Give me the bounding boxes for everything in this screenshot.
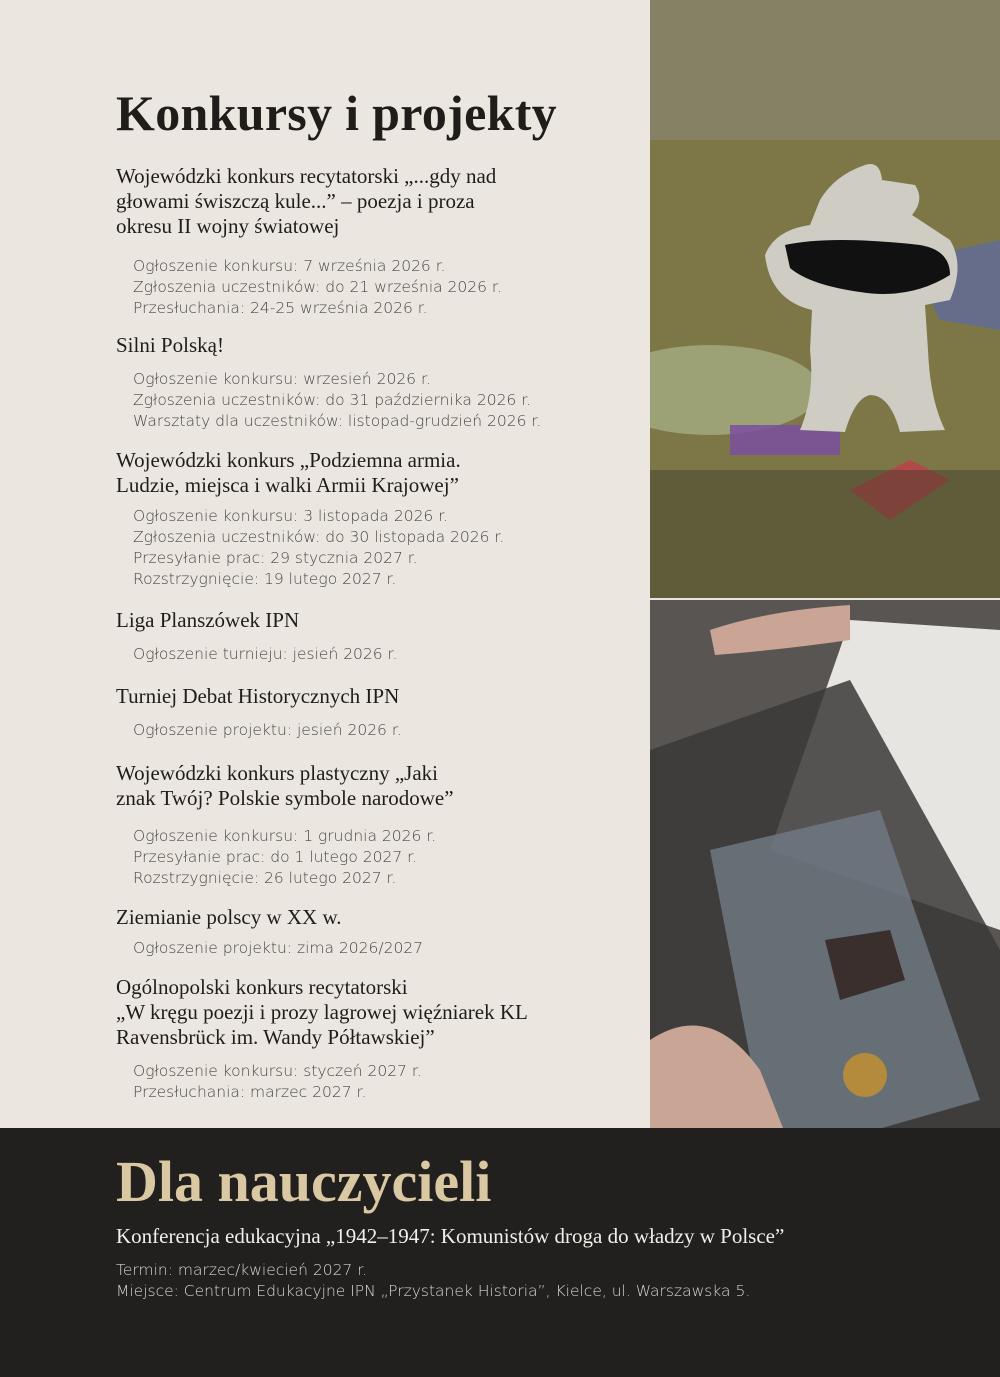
entry-details [116, 720, 636, 741]
page-title: Konkursy i projekty [116, 85, 557, 141]
entry-detail: Zgłoszenia uczestników: do 31 października 2026 r. [133, 391, 532, 409]
entry-detail: Przesłuchania: marzec 2027 r. [133, 1083, 367, 1101]
entry-art-contest [116, 761, 636, 889]
entry-recitation-contest [116, 164, 636, 319]
entry-details [116, 826, 636, 889]
entry-details [116, 644, 636, 665]
entry-title: Liga Planszówek IPN [116, 608, 300, 632]
entry-detail: Zgłoszenia uczestników: do 30 listopada 2026 r. [133, 528, 505, 546]
board-game-pawn-photo [650, 0, 1000, 598]
entry-title: Wojewódzki konkurs plastyczny „Jaki znak Twój? Polskie symbole narodowe” [116, 761, 454, 810]
conference-date: Termin: marzec/kwiecień 2027 r. [116, 1261, 368, 1279]
entry-title: Turniej Debat Historycznych IPN [116, 684, 400, 708]
entry-history-debates [116, 684, 636, 741]
entry-underground-army [116, 448, 636, 590]
entry-title: Wojewódzki konkurs „Podziemna armia. Ludzie, miejsca i walki Armii Krajowej” [116, 448, 461, 497]
teachers-section [0, 1128, 1000, 1377]
conference-place: Miejsce: Centrum Edukacyjne IPN „Przystanek Historia”, Kielce, ul. Warszawska 5. [116, 1282, 751, 1300]
entry-detail: Ogłoszenie konkursu: wrzesień 2026 r. [133, 370, 431, 388]
entry-title: Silni Polską! [116, 333, 224, 357]
entry-detail: Rozstrzygnięcie: 19 lutego 2027 r. [133, 570, 397, 588]
entry-detail: Przesyłanie prac: do 1 lutego 2027 r. [133, 848, 417, 866]
entry-details [116, 506, 636, 590]
entry-detail: Ogłoszenie projektu: jesień 2026 r. [133, 721, 402, 739]
entry-detail: Ogłoszenie konkursu: 3 listopada 2026 r. [133, 507, 449, 525]
entry-detail: Przesłuchania: 24-25 września 2026 r. [133, 299, 428, 317]
entry-title: Ogólnopolski konkurs recytatorski „W kręgu poezji i prozy lagrowej więźniarek KL Ravensbrück im. Wandy Półtawskiej” [116, 975, 528, 1049]
entry-landowners [116, 905, 636, 959]
entry-silni-polska [116, 333, 636, 432]
entry-detail: Ogłoszenie konkursu: styczeń 2027 r. [133, 1062, 422, 1080]
entry-detail: Ogłoszenie konkursu: 1 grudnia 2026 r. [133, 827, 437, 845]
conference-title: Konferencja edukacyjna „1942–1947: Komunistów droga do władzy w Polsce” [116, 1224, 785, 1248]
entry-details [116, 369, 636, 432]
entry-title: Ziemianie polscy w XX w. [116, 905, 342, 929]
entry-title: Wojewódzki konkurs recytatorski „...gdy nad głowami świszczą kule...” – poezja i proza okresu II wojny światowej [116, 164, 497, 238]
entry-board-game-league [116, 608, 636, 665]
entry-detail: Warsztaty dla uczestników: listopad-grudzień 2026 r. [133, 412, 542, 430]
entry-detail: Ogłoszenie konkursu: 7 września 2026 r. [133, 257, 446, 275]
entry-national-recitation [116, 975, 636, 1103]
album-hands-photo [650, 600, 1000, 1171]
entry-detail: Ogłoszenie projektu: zima 2026/2027 [133, 939, 424, 957]
entry-details [116, 938, 636, 959]
entry-detail: Zgłoszenia uczestników: do 21 września 2026 r. [133, 278, 502, 296]
entry-details [116, 256, 636, 319]
entry-detail: Rozstrzygnięcie: 26 lutego 2027 r. [133, 869, 397, 887]
entry-detail: Ogłoszenie turnieju: jesień 2026 r. [133, 645, 398, 663]
entry-detail: Przesyłanie prac: 29 stycznia 2027 r. [133, 549, 418, 567]
teachers-heading: Dla nauczycieli [116, 1149, 492, 1214]
entry-details [116, 1061, 636, 1103]
